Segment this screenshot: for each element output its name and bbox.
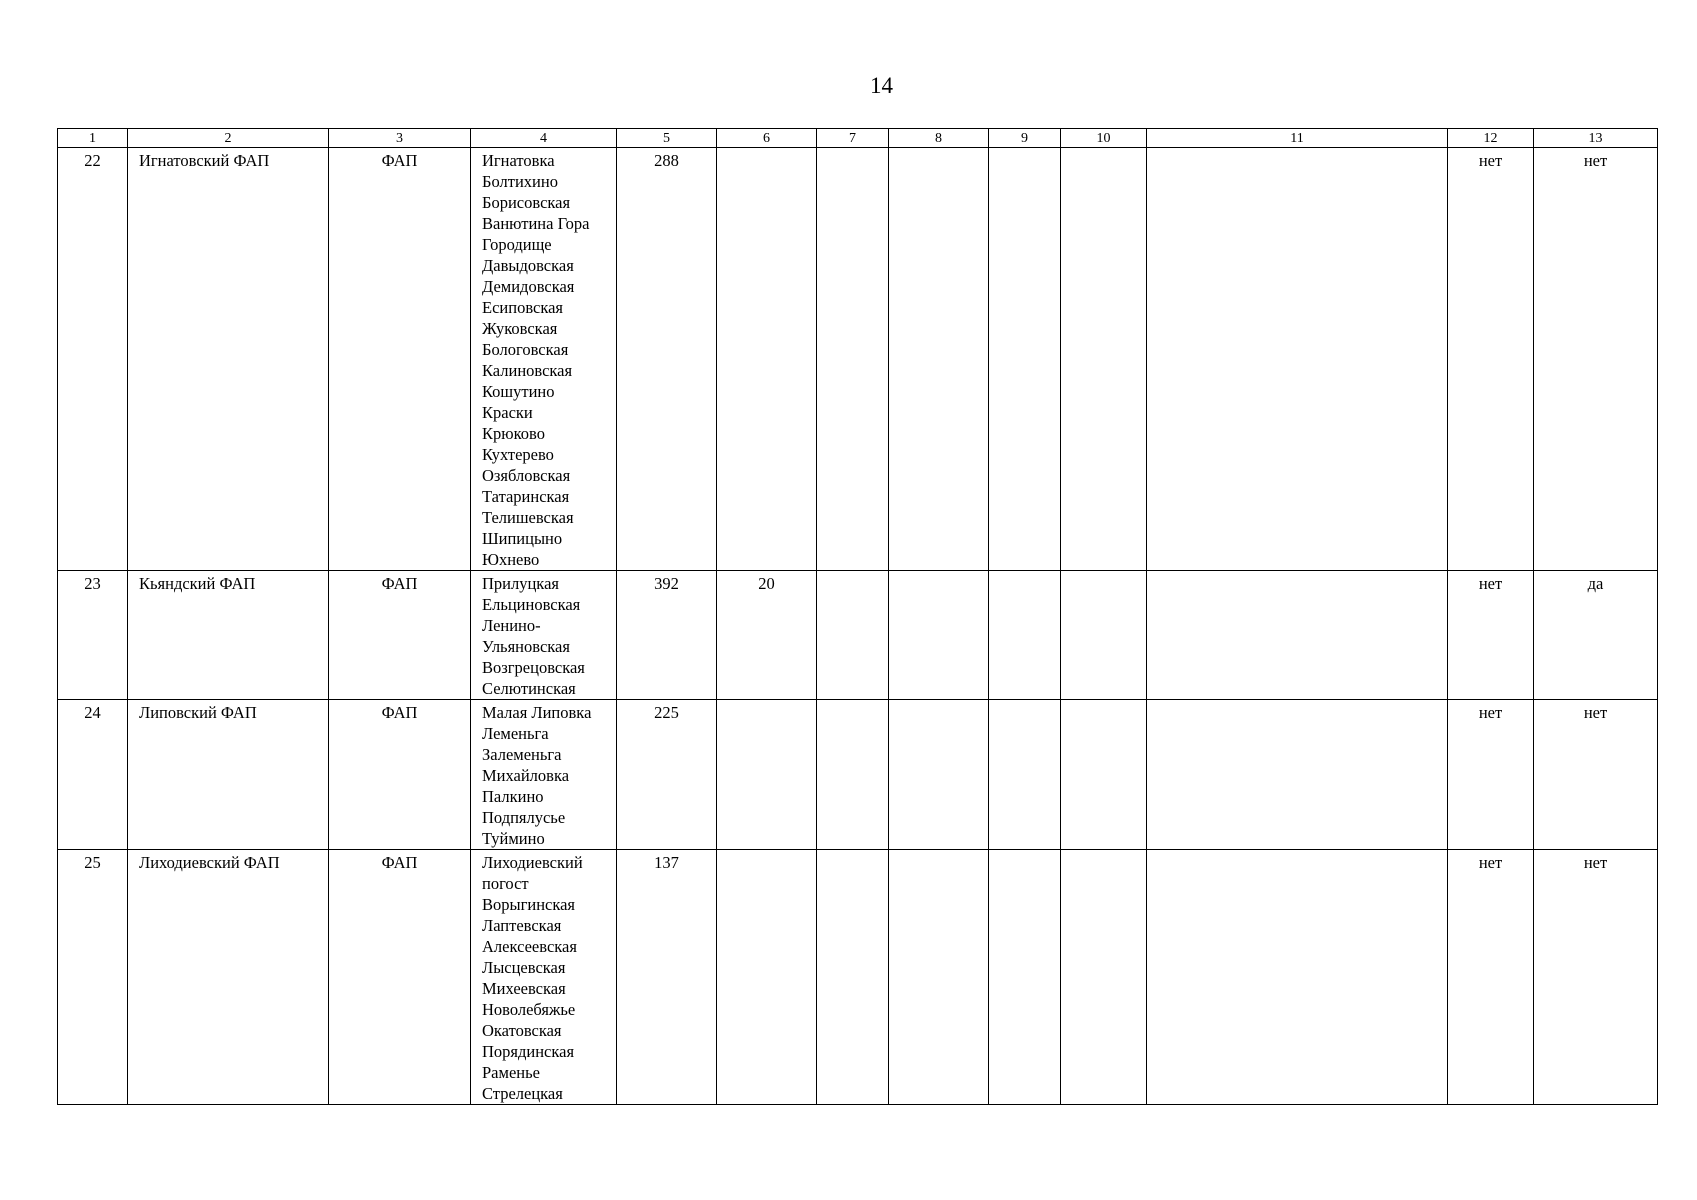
table-row (58, 571, 1658, 700)
settlement-name: Озябловская (482, 466, 571, 485)
column-number: 6 (717, 129, 817, 148)
settlement-name: Бологовская (482, 340, 569, 359)
col6-cell (717, 148, 817, 571)
col8-cell (889, 850, 989, 1105)
facility-name-cell: Кьяндский ФАП (128, 571, 329, 700)
col7-cell (817, 571, 889, 700)
settlement-name: Кухтерево (482, 445, 554, 464)
row-number-cell: 25 (58, 850, 128, 1105)
settlement-name: Городище (482, 235, 552, 254)
column-number: 8 (889, 129, 989, 148)
column-number: 9 (989, 129, 1061, 148)
settlements-cell (471, 850, 617, 1105)
col6-cell (717, 700, 817, 850)
col11-cell (1147, 850, 1448, 1105)
col9-cell (989, 571, 1061, 700)
col5-cell: 225 (617, 700, 717, 850)
settlement-name: Татаринская (482, 487, 570, 506)
settlement-name: Малая Липовка (482, 703, 592, 722)
col12-cell: нет (1448, 700, 1534, 850)
column-number: 4 (471, 129, 617, 148)
row-number-cell: 23 (58, 571, 128, 700)
settlement-name: Лаптевская (482, 916, 562, 935)
col12-cell: нет (1448, 571, 1534, 700)
settlement-name: Кошутино (482, 382, 555, 401)
registry-table (57, 128, 1658, 1105)
column-number: 7 (817, 129, 889, 148)
facility-type-cell: ФАП (329, 850, 471, 1105)
settlement-name: Окатовская (482, 1021, 562, 1040)
facility-type-cell: ФАП (329, 700, 471, 850)
settlement-name: Селютинская (482, 679, 576, 698)
settlement-name: Михеевская (482, 979, 566, 998)
settlement-name: Калиновская (482, 361, 573, 380)
settlement-name: Есиповская (482, 298, 564, 317)
col9-cell (989, 850, 1061, 1105)
settlement-name: Леменьга (482, 724, 549, 743)
settlement-name: Порядинская (482, 1042, 575, 1061)
col10-cell (1061, 571, 1147, 700)
settlement-name: Юхнево (482, 550, 540, 569)
column-number: 2 (128, 129, 329, 148)
col7-cell (817, 148, 889, 571)
col13-cell: нет (1534, 850, 1658, 1105)
settlement-name: Ульяновская (482, 637, 570, 656)
col10-cell (1061, 148, 1147, 571)
column-number: 3 (329, 129, 471, 148)
settlement-name: Палкино (482, 787, 544, 806)
col10-cell (1061, 850, 1147, 1105)
settlement-name: Телишевская (482, 508, 574, 527)
col9-cell (989, 148, 1061, 571)
settlement-name: Давыдовская (482, 256, 574, 275)
col9-cell (989, 700, 1061, 850)
settlement-name: Краски (482, 403, 533, 422)
settlement-name: Туймино (482, 829, 545, 848)
row-number-cell: 22 (58, 148, 128, 571)
settlement-name: Болтихино (482, 172, 558, 191)
settlements-cell (471, 700, 617, 850)
col13-cell: нет (1534, 700, 1658, 850)
col11-cell (1147, 148, 1448, 571)
settlement-name: Лиходиевский (482, 853, 583, 872)
col7-cell (817, 700, 889, 850)
col5-cell: 288 (617, 148, 717, 571)
column-number: 10 (1061, 129, 1147, 148)
col5-cell: 392 (617, 571, 717, 700)
table-row (58, 148, 1658, 571)
table-row (58, 700, 1658, 850)
col6-cell (717, 850, 817, 1105)
settlement-name: Михайловка (482, 766, 570, 785)
settlement-name: Ворыгинская (482, 895, 576, 914)
facility-type-cell: ФАП (329, 148, 471, 571)
column-number: 12 (1448, 129, 1534, 148)
settlement-name: Игнатовка (482, 151, 555, 170)
settlement-name: Борисовская (482, 193, 571, 212)
facility-name-cell: Лиходиевский ФАП (128, 850, 329, 1105)
col8-cell (889, 148, 989, 571)
settlement-name: Новолебяжье (482, 1000, 576, 1019)
settlement-name: Ельциновская (482, 595, 581, 614)
settlement-name: Ленино- (482, 616, 541, 635)
facility-type-cell: ФАП (329, 571, 471, 700)
column-number: 13 (1534, 129, 1658, 148)
settlement-name: Демидовская (482, 277, 575, 296)
col8-cell (889, 700, 989, 850)
settlement-name: Шипицыно (482, 529, 563, 548)
facility-name-cell: Игнатовский ФАП (128, 148, 329, 571)
settlements-cell (471, 571, 617, 700)
col11-cell (1147, 571, 1448, 700)
col12-cell: нет (1448, 850, 1534, 1105)
settlement-name: Ванютина Гора (482, 214, 590, 233)
col11-cell (1147, 700, 1448, 850)
settlement-name: Жуковская (482, 319, 558, 338)
column-number: 1 (58, 129, 128, 148)
row-number-cell: 24 (58, 700, 128, 850)
column-number: 11 (1147, 129, 1448, 148)
settlement-name: Алексеевская (482, 937, 577, 956)
col12-cell: нет (1448, 148, 1534, 571)
settlement-name: Крюково (482, 424, 545, 443)
column-number: 5 (617, 129, 717, 148)
column-number-row (58, 129, 1658, 148)
settlement-name: Возгрецовская (482, 658, 585, 677)
col5-cell: 137 (617, 850, 717, 1105)
table-row (58, 850, 1658, 1105)
settlement-name: Прилуцкая (482, 574, 559, 593)
settlement-name: Залеменьга (482, 745, 562, 764)
settlement-name: Стрелецкая (482, 1084, 563, 1103)
col6-cell: 20 (717, 571, 817, 700)
settlement-name: Подпялусье (482, 808, 566, 827)
settlement-name: Лысцевская (482, 958, 566, 977)
page-number: 14 (870, 73, 893, 98)
col7-cell (817, 850, 889, 1105)
settlement-name: погост (482, 874, 529, 893)
col8-cell (889, 571, 989, 700)
col13-cell: нет (1534, 148, 1658, 571)
settlements-cell (471, 148, 617, 571)
col13-cell: да (1534, 571, 1658, 700)
table-body (58, 148, 1658, 1105)
facility-name-cell: Липовский ФАП (128, 700, 329, 850)
col10-cell (1061, 700, 1147, 850)
settlement-name: Раменье (482, 1063, 540, 1082)
